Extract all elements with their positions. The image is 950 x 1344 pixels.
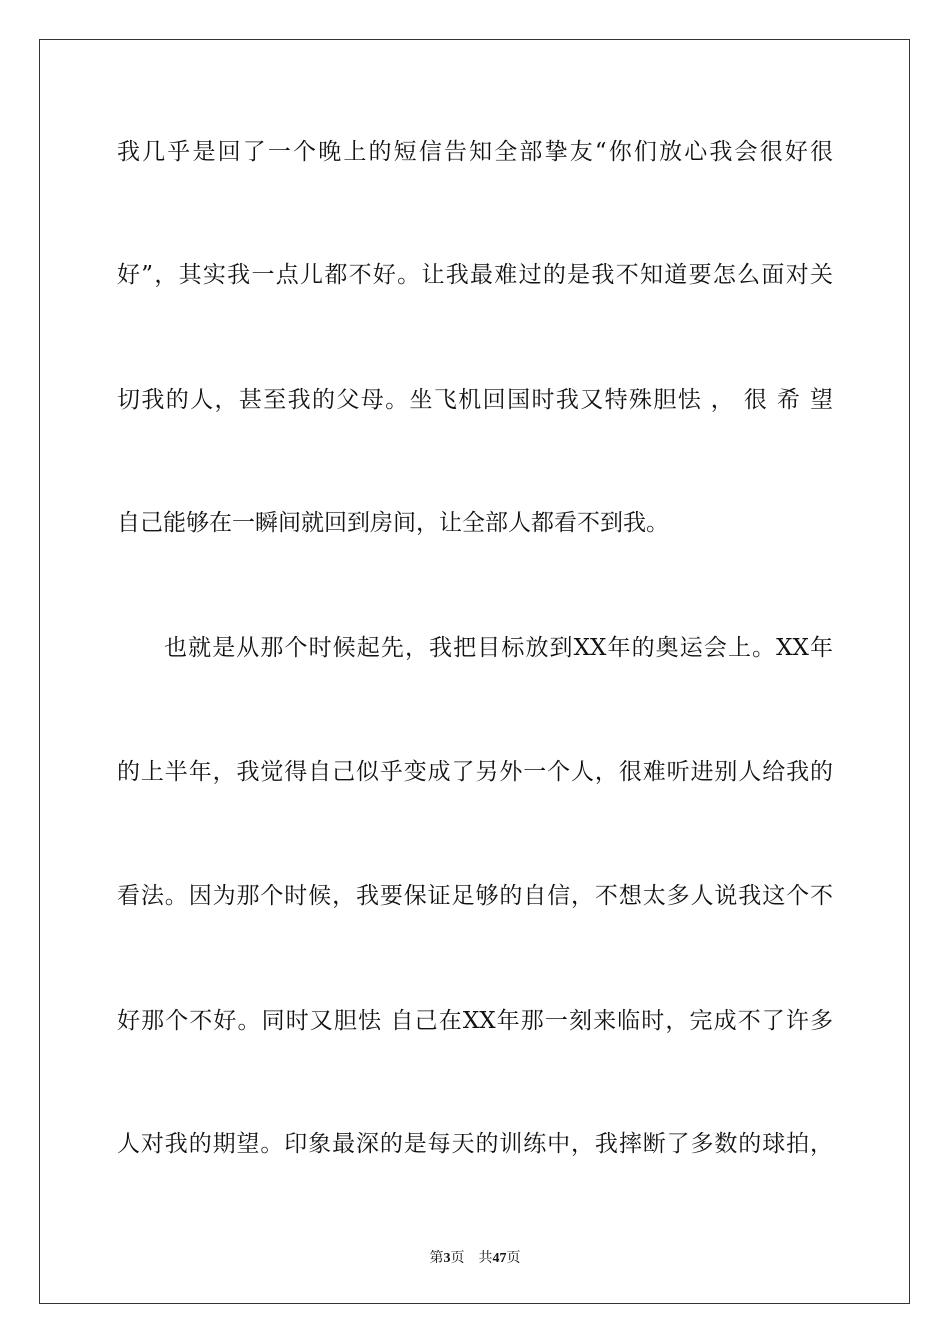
text-line: 我几乎是回了一个晚上的短信告知全部挚友“你们放心我会很好很	[117, 139, 833, 165]
page-prefix: 第	[429, 1251, 444, 1266]
text-line: 自己能够在一瞬间就回到房间，让全部人都看不到我。	[117, 510, 669, 536]
total-pages: 47	[492, 1251, 507, 1266]
page-footer	[0, 1247, 950, 1267]
text-line: 切我的人，甚至我的父母。坐飞机回国时我又特殊胆怯 ， 很 希 望	[117, 387, 833, 413]
text-line: 看法。因为那个时候，我要保证足够的自信，不想太多人说我这个不	[117, 883, 833, 909]
total-suffix: 页	[506, 1251, 521, 1266]
page-border	[39, 39, 910, 1304]
page-suffix: 页	[450, 1251, 465, 1266]
total-prefix: 共	[478, 1251, 493, 1266]
page-number: 3	[443, 1251, 451, 1266]
text-line: 人对我的期望。印象最深的是每天的训练中，我摔断了多数的球拍，	[117, 1131, 833, 1157]
text-line: 的上半年，我觉得自己似乎变成了另外一个人，很难听进别人给我的	[117, 759, 833, 785]
text-line: 好那个不好。同时又胆怯 自己在XX年那一刻来临时，完成不了许多	[117, 1008, 833, 1034]
text-line: 好”，其实我一点儿都不好。让我最难过的是我不知道要怎么面对关	[117, 262, 833, 288]
text-line: 也就是从那个时候起先，我把目标放到XX年的奥运会上。XX年	[164, 635, 833, 661]
